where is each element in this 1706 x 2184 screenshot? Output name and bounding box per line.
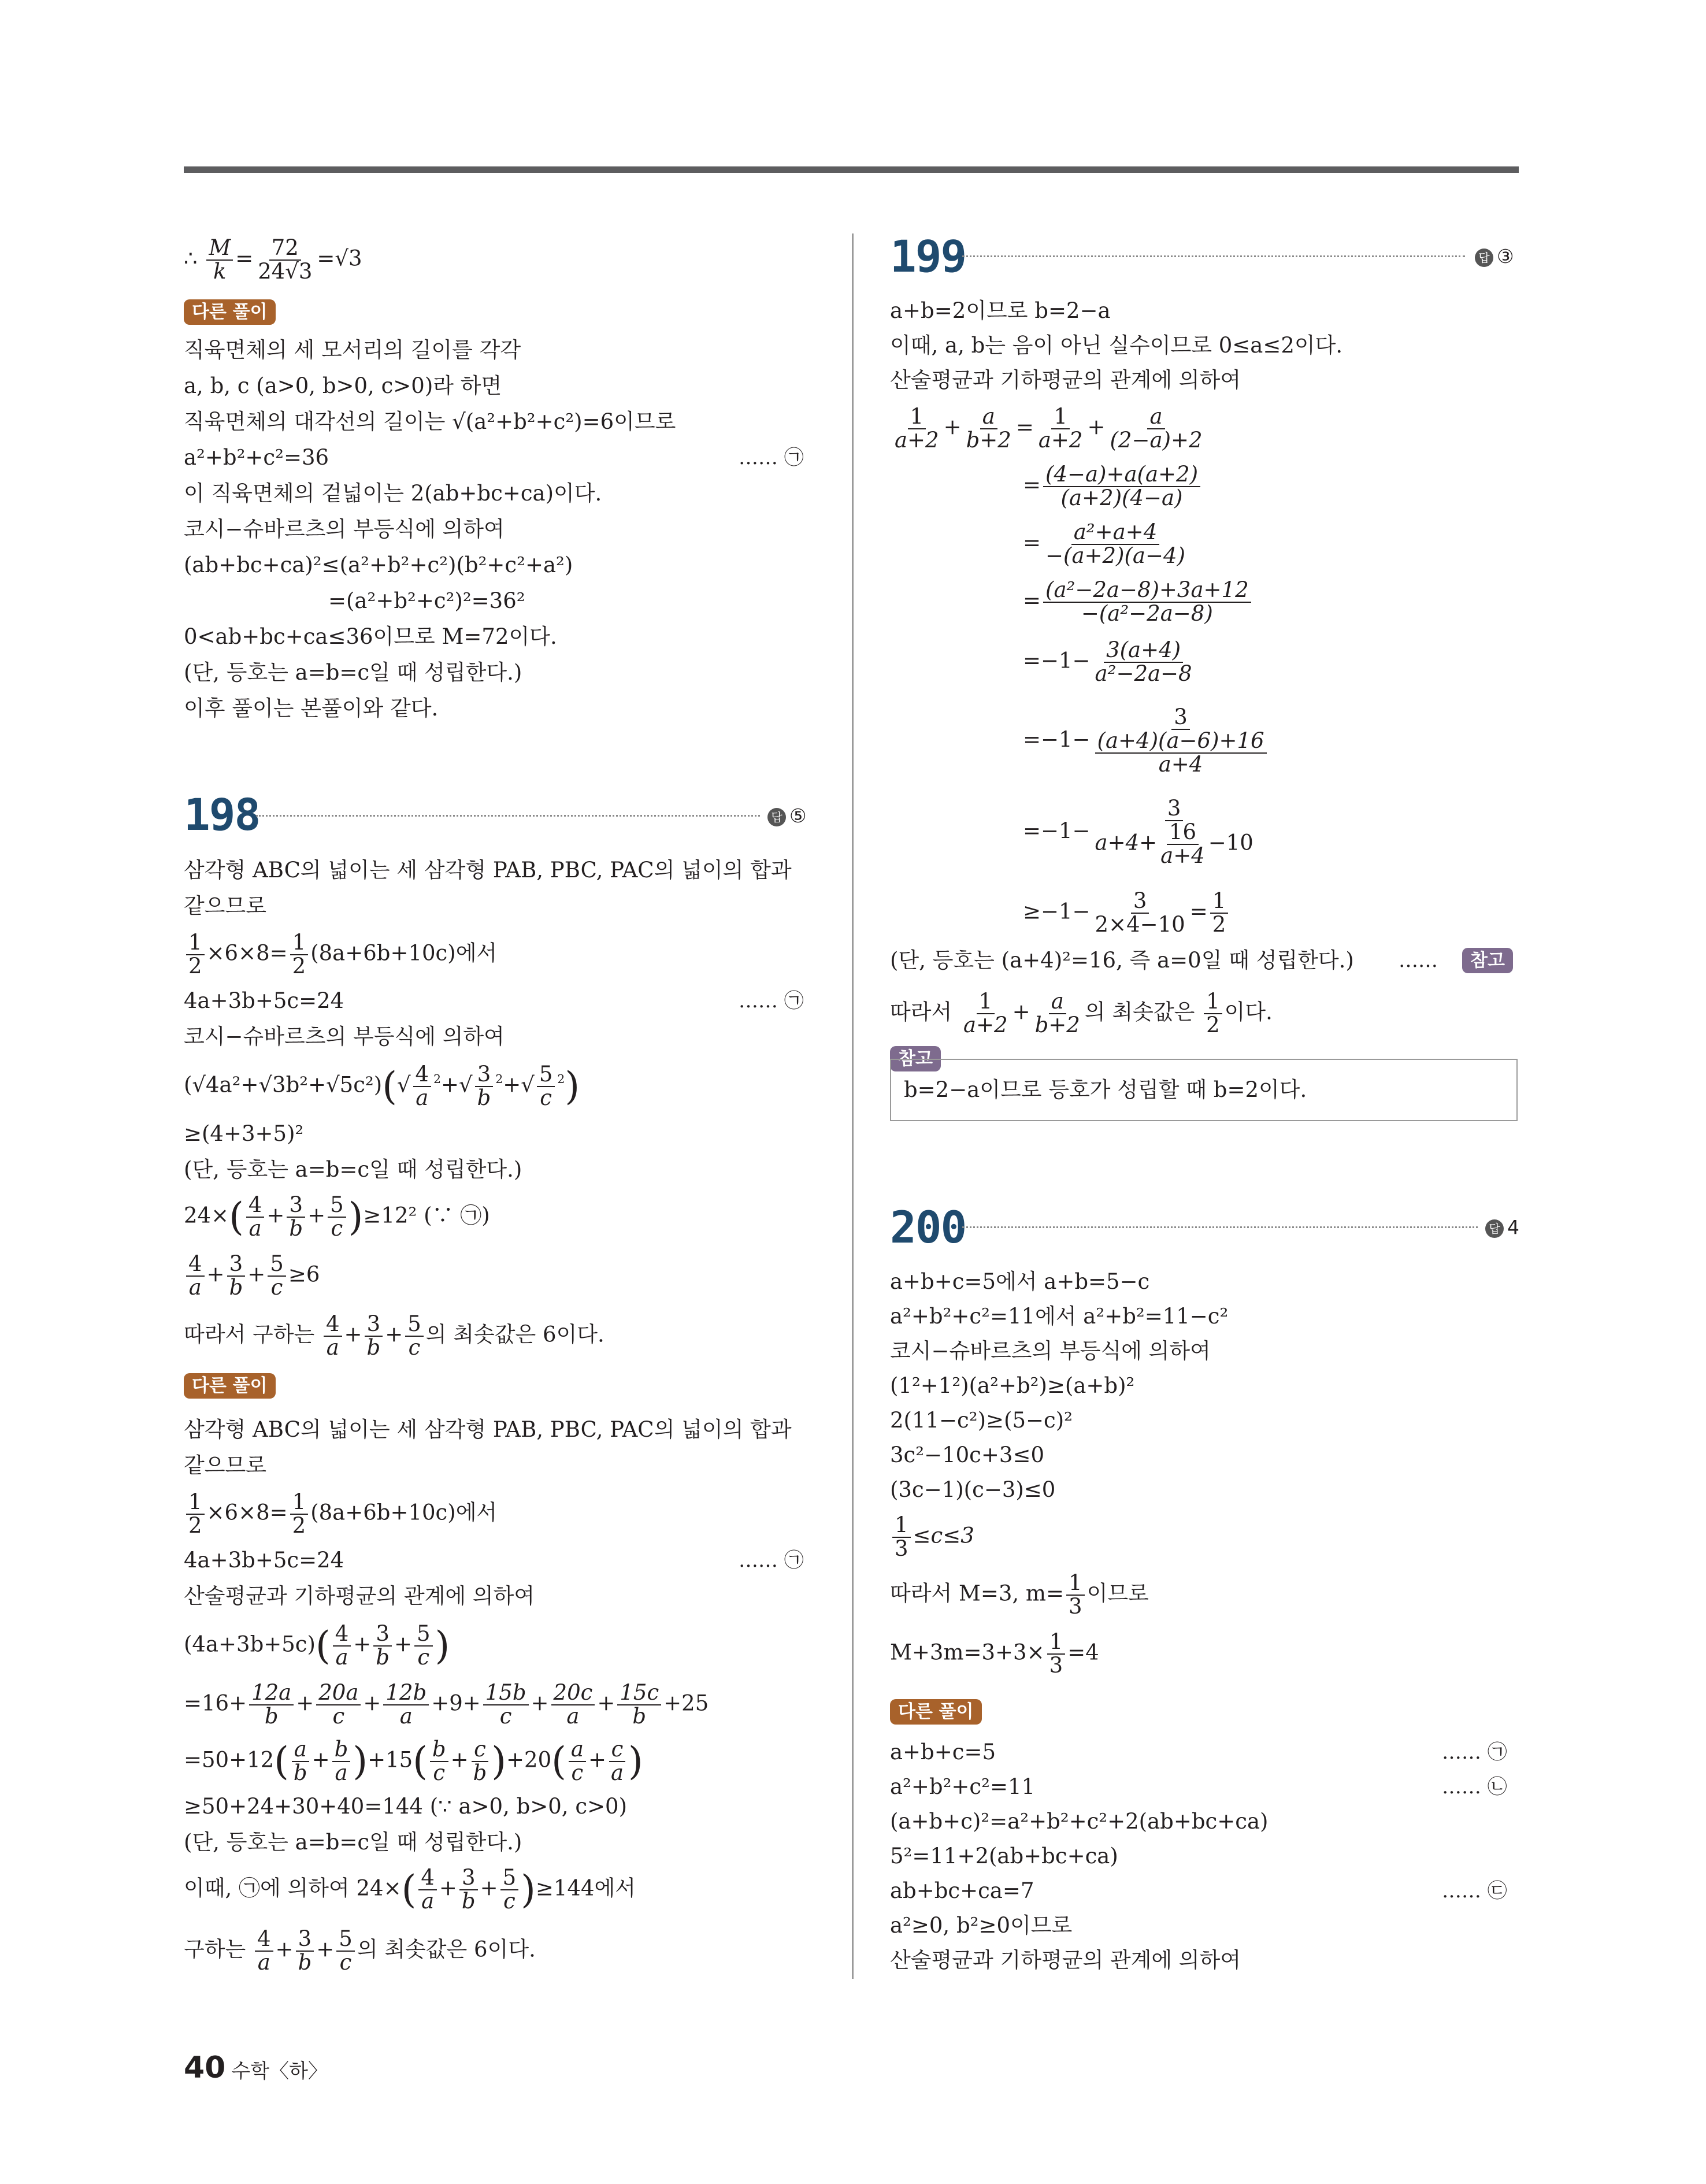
derivation-row: =−1− $\frac{3(a+4)}{\text{a²−2a−8}}$ — [1023, 637, 1192, 686]
inequality-line: $\frac{4}{a}$ + $\frac{3}{b}$ + $\frac{5}{c}$ ≥6 — [184, 1253, 320, 1288]
alt-solution-badge: 다른 풀이 — [890, 1699, 982, 1725]
text-line: 산술평균과 기하평균의 관계에 의하여 — [184, 1584, 535, 1608]
leader-dots — [962, 255, 1465, 257]
text-line: ≥50+24+30+40=144 (∵ a>0, b>0, c>0) — [184, 1794, 628, 1819]
text-line: (단, 등호는 a=b=c일 때 성립한다.) — [184, 1157, 522, 1182]
area-equation: $\frac{1}{2}$ ×6×8= $\frac{1}{2}$ (8a+6b+10c)에서 — [184, 932, 497, 966]
answer-icon: 답 — [767, 808, 786, 826]
note-text: b=2−a이므로 등호가 성립할 때 b=2이다. — [904, 1077, 1307, 1102]
inequality-line: 24×( $\frac{4}{a}$ + $\frac{3}{b}$ + $\frac{5}{c}$ )≥12² (∵ ㉠) — [184, 1192, 490, 1241]
conclusion-line: 구하는 $\frac{4}{a}$ + $\frac{3}{b}$ + $\frac{5}{c}$ 의 최솟값은 6이다. — [184, 1926, 536, 1975]
alt-line: 코시−슈바르츠의 부등식에 의하여 — [184, 517, 505, 542]
column-divider — [852, 233, 854, 1979]
text-line: ≥(4+3+5)² — [184, 1121, 304, 1146]
derivation-row: ≥−1− $\frac{3}{2\times 4-10}$ = $\frac{1}{2}$ — [1023, 890, 1230, 925]
answer-200: 답 4 — [1485, 1215, 1519, 1240]
alt-line: a²+b²+c²=11 — [890, 1774, 1036, 1799]
text-line: a²+b²+c²=11에서 a²+b²=11−c² — [890, 1304, 1229, 1329]
equation-marker: …… — [1399, 949, 1438, 972]
note-badge: 참고 — [890, 1046, 941, 1071]
alt-line: a+b+c=5 — [890, 1740, 996, 1764]
derivation-row: =−1− 3 a+4+ $\frac{16}{a+4}$ −10 — [1023, 796, 1253, 868]
grouping-line: =50+12( $\frac{a}{b}$ + $\frac{b}{a}$ )+15( $\frac{b}{c}$ + $\frac{c}{b}$ )+20( $\frac{a}{c}$ + $\frac{c}{a}$ ) — [184, 1737, 643, 1785]
alt-line: (단, 등호는 a=b=c일 때 성립한다.) — [184, 660, 522, 685]
text-line: 삼각형 ABC의 넓이는 세 삼각형 PAB, PBC, PAC의 넓이의 합과 — [184, 858, 792, 883]
page-footer — [184, 2050, 328, 2085]
text-line: 산술평균과 기하평균의 관계에 의하여 — [890, 368, 1241, 392]
conclusion-line: 따라서 $\frac{1}{a+2}$ + $\frac{a}{b+2}$ 의 최솟값은 $\frac{1}{2}$ 이다. — [890, 989, 1273, 1037]
alt-line: (ab+bc+ca)²≤(a²+b²+c²)(b²+c²+a²) — [184, 553, 573, 577]
text-line: 같으므로 — [184, 893, 266, 918]
alt-line: (a+b+c)²=a²+b²+c²+2(ab+bc+ca) — [890, 1809, 1269, 1834]
alt-line: a, b, c (a>0, b>0, c>0)라 하면 — [184, 373, 502, 398]
equation-marker: …… ㉠ — [739, 989, 804, 1013]
alt-line: a²≥0, b²≥0이므로 — [890, 1913, 1073, 1938]
alt-line: 직육면체의 대각선의 길이는 √(a²+b²+c²)=6이므로 — [184, 409, 676, 434]
problem-number-200: 200 — [890, 1202, 966, 1253]
text-line: 3c²−10c+3≤0 — [890, 1443, 1044, 1467]
m-over-k-line: ∴ $\frac{M}{k}$ = $\frac{72}{24√3}$ =√3 — [184, 235, 362, 284]
area-equation: $\frac{1}{2}$ ×6×8= $\frac{1}{2}$ (8a+6b+10c)에서 — [184, 1491, 497, 1526]
equation-marker: …… ㉠ — [739, 446, 804, 469]
text-line: 코시−슈바르츠의 부등식에 의하여 — [890, 1338, 1211, 1363]
expansion-line: =16+ $\frac{12a}{b}$ + $\frac{20a}{c}$ + $\frac{12b}{a}$ +9+ $\frac{15b}{c}$ + $\frac{20c}{a}$ + $\frac{15c}{b}$ +25 — [184, 1680, 709, 1729]
alt-line: 5²=11+2(ab+bc+ca) — [890, 1844, 1118, 1868]
text-line: 4a+3b+5c=24 — [184, 1548, 344, 1573]
page-number: 40 — [184, 2050, 226, 2085]
derivation-row: =−1− $\frac{3}{\frac{(a+4)(a-6)+16}{a+4}}$ — [1023, 706, 1271, 741]
equation-marker: …… ㉢ — [1442, 1879, 1507, 1903]
alt-solution-badge: 다른 풀이 — [184, 299, 276, 325]
alt-solution-badge: 다른 풀이 — [184, 1373, 276, 1399]
note-badge: 참고 — [1462, 948, 1513, 973]
text-line: (3c−1)(c−3)≤0 — [890, 1477, 1056, 1502]
conclusion-line: 따라서 구하는 $\frac{4}{a}$ + $\frac{3}{b}$ + $\frac{5}{c}$ 의 최솟값은 6이다. — [184, 1311, 604, 1360]
text-line: 이때, a, b는 음이 아닌 실수이므로 0≤a≤2이다. — [890, 333, 1343, 358]
problem-number-199: 199 — [890, 231, 966, 282]
equation-marker: …… ㉠ — [739, 1549, 804, 1572]
text-line: (단, 등호는 (a+4)²=16, 즉 a=0일 때 성립한다.) — [890, 948, 1354, 973]
problem-number-198: 198 — [184, 789, 260, 840]
text-line: 삼각형 ABC의 넓이는 세 삼각형 PAB, PBC, PAC의 넓이의 합과 — [184, 1417, 792, 1442]
derivation-row: = $\frac{\text{a²+a+4}}{-(a+2)(a-4)}$ — [1023, 520, 1185, 568]
inequality-line: 이때, ㉠에 의하여 24×( $\frac{4}{a}$ + $\frac{3}{b}$ + $\frac{5}{c}$ )≥144에서 — [184, 1865, 636, 1914]
text-line: 같으므로 — [184, 1453, 266, 1478]
range-line: $\frac{1}{3}$ ≤c≤3 — [890, 1514, 974, 1549]
text-line: a+b=2이므로 b=2−a — [890, 298, 1111, 323]
expansion-line: (4a+3b+5c)( $\frac{4}{a}$ + $\frac{3}{b}$ + $\frac{5}{c}$ ) — [184, 1621, 450, 1670]
text-line: 코시−슈바르츠의 부등식에 의하여 — [184, 1024, 505, 1049]
top-rule — [184, 166, 1519, 173]
text-line: 따라서 M=3, m= $\frac{1}{3}$ 이므로 — [890, 1570, 1149, 1619]
equation-marker: …… ㉡ — [1442, 1775, 1507, 1799]
answer-199: 답 ③ — [1475, 244, 1514, 269]
alt-line: =(a²+b²+c²)²=36² — [328, 588, 525, 613]
alt-line: ab+bc+ca=7 — [890, 1878, 1034, 1903]
derivation-row: $\frac{1}{a+2}$ + $\frac{a}{b+2}$ = $\frac{1}{a+2}$ + $\frac{a}{(2-a)+2}$ — [895, 404, 1203, 453]
equation-marker: …… ㉠ — [1442, 1741, 1507, 1764]
alt-line: 산술평균과 기하평균의 관계에 의하여 — [890, 1948, 1241, 1972]
answer-icon: 답 — [1475, 249, 1493, 267]
leader-dots — [256, 815, 760, 817]
text-line: (단, 등호는 a=b=c일 때 성립한다.) — [184, 1830, 522, 1855]
text-line: M+3m=3+3× $\frac{1}{3}$ =4 — [890, 1629, 1099, 1678]
derivation-row: = $\frac{\text{(a²−2a−8)+3a+12}}{\text{−(a²−2a−8)}}$ — [1023, 579, 1253, 614]
note-box — [890, 1059, 1518, 1121]
alt-line: a²+b²+c²=36 — [184, 445, 329, 470]
answer-198: 답 ⑤ — [767, 803, 807, 829]
alt-line: 이후 풀이는 본풀이와 같다. — [184, 696, 439, 721]
derivation-row: = $\frac{(4-a)+a(a+2)}{(a+2)(4-a)}$ — [1023, 464, 1203, 498]
text-line: 2(11−c²)≥(5−c)² — [890, 1408, 1073, 1433]
text-line: (1²+1²)(a²+b²)≥(a+b)² — [890, 1373, 1135, 1398]
text-line: 4a+3b+5c=24 — [184, 988, 344, 1013]
alt-line: 0<ab+bc+ca≤36이므로 M=72이다. — [184, 624, 557, 649]
alt-line: 직육면체의 세 모서리의 길이를 각각 — [184, 338, 521, 362]
cauchy-line: (√4a²+√3b²+√5c²)(√ $\frac{4}{a}$ $^2$+√ $\frac{3}{b}$ $^2$+√ $\frac{5}{c}$ $^2$) — [184, 1062, 580, 1110]
answer-icon: 답 — [1485, 1219, 1504, 1238]
alt-line: 이 직육면체의 겉넓이는 2(ab+bc+ca)이다. — [184, 481, 602, 506]
book-title: 수학〈하〉 — [231, 2060, 328, 2083]
text-line: a+b+c=5에서 a+b=5−c — [890, 1269, 1150, 1294]
leader-dots — [962, 1226, 1478, 1228]
